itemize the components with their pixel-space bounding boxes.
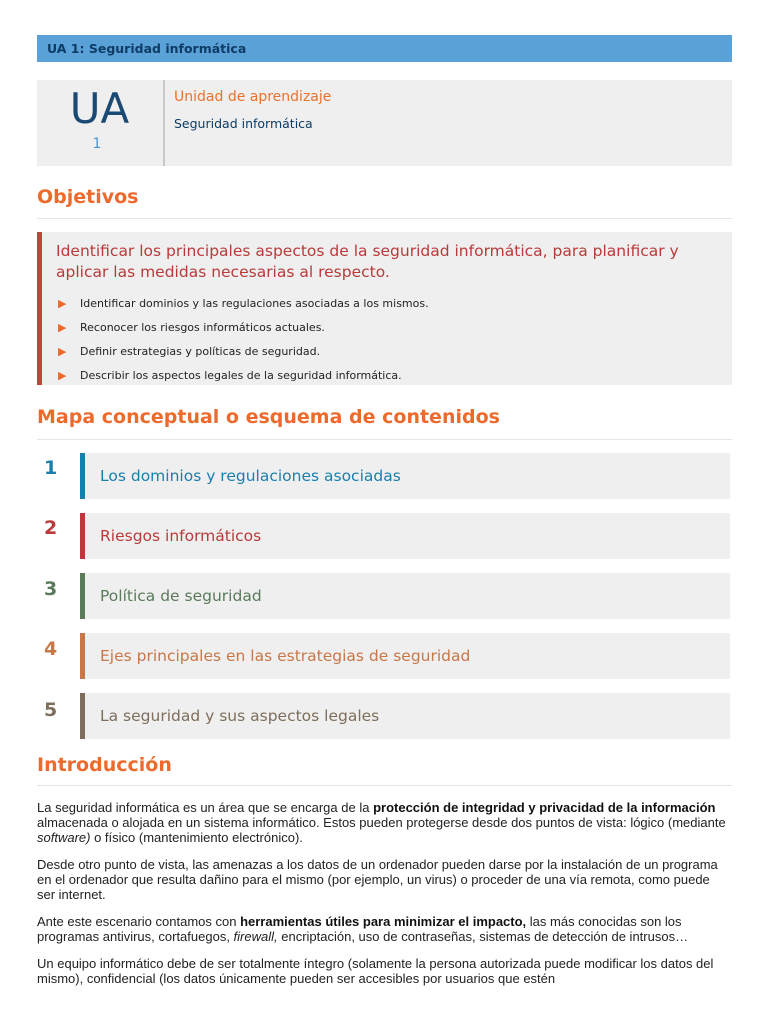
unit-badge: UA — [69, 84, 130, 133]
intro-paragraph-1: La seguridad informática es un área que se encarga de la protección de integridad y privacidad de la información almacenada o alojada en un sistema informático. Estos pueden protegerse desde dos puntos de vista: lógico (mediante software) o físico (mantenimiento electrónico). — [37, 800, 726, 845]
triangle-bullet-icon: ▶ — [58, 368, 67, 382]
intro-paragraph-2: Desde otro punto de vista, las amenazas a los datos de un ordenador pueden darse por la instalación de un programa en el ordenador que resulta dañino para el mismo (por ejemplo, un virus) o proceder de una vía remota, como puede ser internet. — [37, 857, 718, 902]
objective-item: ▶ Definir estrategias y políticas de seguridad. — [58, 344, 321, 358]
objetivos-heading: Objetivos — [37, 186, 139, 208]
map-item-number: 4 — [44, 638, 58, 660]
map-item-number: 1 — [44, 457, 58, 479]
intro-heading: Introducción — [37, 754, 172, 776]
objectives-box — [37, 232, 732, 385]
unit-number: 1 — [92, 136, 102, 152]
intro-rule — [37, 785, 732, 786]
objective-main: Identificar los principales aspectos de la seguridad informática, para planificar y aplicar las medidas necesarias al respecto. — [56, 242, 679, 281]
triangle-bullet-icon: ▶ — [58, 296, 67, 310]
unit-info-box — [37, 80, 732, 166]
map-item-riesgos[interactable] — [80, 513, 730, 559]
unit-header-bar — [37, 35, 732, 62]
triangle-bullet-icon: ▶ — [58, 320, 67, 334]
map-item-legales[interactable] — [80, 693, 730, 739]
mapa-heading: Mapa conceptual o esquema de contenidos — [37, 406, 500, 428]
map-item-number: 3 — [44, 578, 58, 600]
unit-title: Seguridad informática — [88, 41, 247, 56]
unit-subtitle: Seguridad informática — [174, 116, 313, 131]
intro-paragraph-4: Un equipo informático debe de ser totalmente íntegro (solamente la persona autorizada puede modificar los datos del mismo), confidencial (los datos únicamente pueden ser accesibles por usuarios que estén — [37, 956, 714, 986]
map-item-label: Política de seguridad — [100, 587, 262, 605]
unit-label: Unidad de aprendizaje — [174, 89, 332, 105]
objective-item: ▶ Reconocer los riesgos informáticos actuales. — [58, 320, 325, 334]
mapa-rule — [37, 439, 732, 440]
map-item-label: Riesgos informáticos — [100, 527, 262, 545]
map-item-label: La seguridad y sus aspectos legales — [100, 707, 380, 725]
unit-divider — [163, 80, 165, 166]
map-item-label: Los dominios y regulaciones asociadas — [100, 467, 401, 485]
intro-paragraph-3: Ante este escenario contamos con herramientas útiles para minimizar el impacto, las más conocidas son los programas antivirus, cortafuegos, firewall, encriptación, uso de contraseñas, sistemas de detección de intrusos… — [37, 914, 689, 944]
triangle-bullet-icon: ▶ — [58, 344, 67, 358]
objective-item: ▶ Identificar dominios y las regulaciones asociadas a los mismos. — [58, 296, 429, 310]
map-item-number: 5 — [44, 699, 58, 721]
map-item-number: 2 — [44, 517, 58, 539]
objetivos-rule — [37, 218, 732, 219]
map-item-label: Ejes principales en las estrategias de seguridad — [100, 647, 471, 665]
map-item-politica[interactable] — [80, 573, 730, 619]
unit-code: UA 1: — [47, 41, 85, 56]
objective-item: ▶ Describir los aspectos legales de la seguridad informática. — [58, 368, 402, 382]
map-item-ejes[interactable] — [80, 633, 730, 679]
map-item-dominios[interactable] — [80, 453, 730, 499]
